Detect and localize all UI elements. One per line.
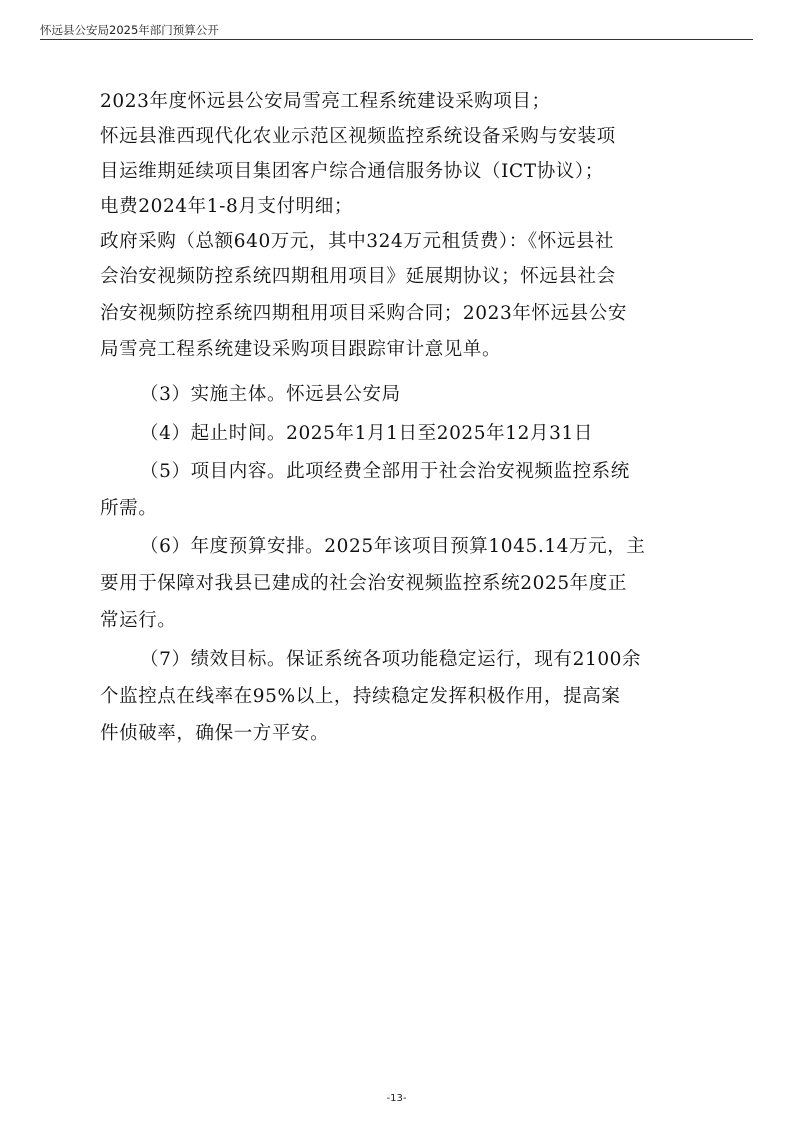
page-number: -13- — [386, 1093, 407, 1104]
body-line: 2023年度怀远县公安局雪亮工程系统建设采购项目； — [100, 91, 551, 112]
body-line: 局雪亮工程系统建设采购项目跟踪审计意见单。 — [100, 339, 502, 360]
body-line: 会治安视频防控系统四期租用项目》延展期协议；怀远县社会 — [100, 266, 616, 287]
body-line: （3）实施主体。怀远县公安局 — [140, 384, 401, 405]
body-line: 个监控点在线率在95%以上，持续稳定发挥积极作用，提高案 — [100, 686, 621, 707]
body-line: 目运维期延续项目集团客户综合通信服务协议（ICT协议）； — [100, 161, 604, 182]
body-line: 所需。 — [100, 498, 158, 519]
body-line: （4）起止时间。2025年1月1日至2025年12月31日 — [140, 423, 593, 444]
body-line: 政府采购（总额640万元，其中324万元租赁费）：《怀远县社 — [100, 231, 615, 252]
page-header-title: 怀远县公安局2025年部门预算公开 — [40, 23, 219, 37]
header-divider — [40, 39, 753, 40]
body-line: 治安视频防控系统四期租用项目采购合同；2023年怀远县公安 — [100, 303, 627, 324]
body-line: （5）项目内容。此项经费全部用于社会治安视频监控系统 — [140, 461, 630, 482]
body-line: 常运行。 — [100, 610, 177, 631]
body-line: 要用于保障对我县已建成的社会治安视频监控系统2025年度正 — [100, 573, 627, 594]
body-line: 怀远县淮西现代化农业示范区视频监控系统设备采购与安装项 — [100, 126, 616, 147]
body-line: （7）绩效目标。保证系统各项功能稳定运行，现有2100余 — [140, 649, 642, 670]
body-line: （6）年度预算安排。2025年该项目预算1045.14万元，主 — [140, 536, 646, 557]
body-line: 电费2024年1-8月支付明细； — [100, 196, 353, 217]
body-line: 件侦破率，确保一方平安。 — [100, 723, 330, 744]
